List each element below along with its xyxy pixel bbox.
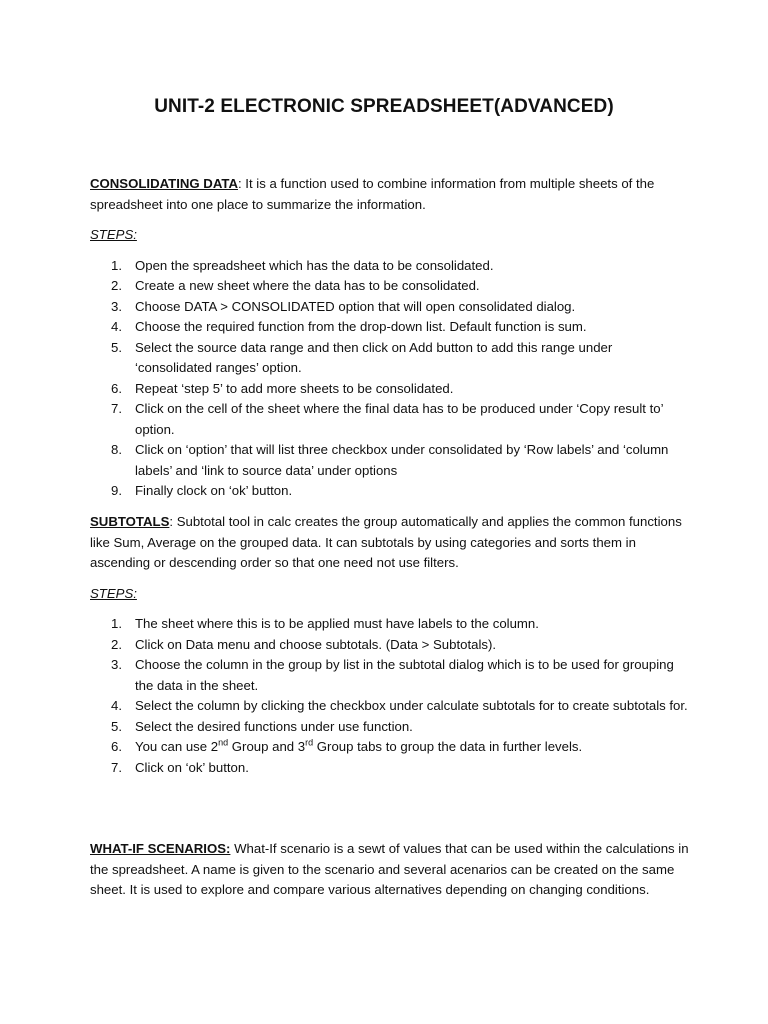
- list-text: Click on ‘ok’ button.: [135, 759, 249, 775]
- list-number: 7.: [111, 759, 122, 775]
- list-item: [90, 276, 690, 297]
- list-number: 2.: [111, 636, 122, 652]
- subtotals-paragraph: [90, 512, 690, 574]
- list-number: 6.: [111, 380, 122, 396]
- list-number: 3.: [111, 657, 122, 672]
- consolidating-steps-list: [90, 256, 690, 502]
- list-number: 4.: [111, 319, 122, 334]
- consolidating-paragraph: [90, 174, 690, 215]
- list-text: Choose the column in the group by list in the subtotal dialog which is to be used for grouping the data in the sheet.: [135, 657, 674, 693]
- list-text: The sheet where this is to be applied must have labels to the column.: [135, 616, 539, 631]
- list-item: [90, 635, 690, 656]
- list-text: Select the desired functions under use function.: [135, 718, 413, 734]
- consolidating-steps-label: STEPS:: [90, 227, 137, 242]
- consolidating-heading: CONSOLIDATING DATA: [90, 176, 238, 191]
- list-item: [90, 737, 690, 758]
- subtotals-steps-label: STEPS:: [90, 585, 137, 601]
- whatif-heading: WHAT-IF SCENARIOS:: [90, 841, 231, 856]
- list-number: 4.: [111, 698, 122, 713]
- list-text-b: Group and 3: [228, 739, 306, 754]
- list-text: Click on the cell of the sheet where the final data has to be produced under ‘Copy result to’ option.: [135, 401, 664, 437]
- list-text: Open the spreadsheet which has the data to be consolidated.: [135, 257, 494, 273]
- list-number: 7.: [111, 401, 122, 416]
- list-item: [90, 614, 690, 635]
- list-number: 6.: [111, 739, 122, 754]
- list-item: [90, 317, 690, 338]
- subtotals-text: : Subtotal tool in calc creates the group automatically and applies the common functions like Sum, Average on the grouped data. It can subtotals by using categories and sorts them in ascending or descending order so that one need not use filters.: [90, 514, 682, 570]
- list-number: 1.: [111, 616, 122, 631]
- list-number: 8.: [111, 442, 122, 457]
- list-number: 9.: [111, 483, 122, 498]
- list-item: [90, 696, 690, 717]
- list-item: [90, 440, 690, 481]
- list-text: Select the source data range and then click on Add button to add this range under ‘consolidated ranges’ option.: [135, 339, 613, 375]
- superscript-nd: nd: [218, 737, 229, 748]
- consolidating-section: [90, 174, 690, 502]
- list-item: [90, 256, 690, 277]
- list-item: [90, 758, 690, 779]
- list-item: [90, 338, 690, 379]
- list-text: Repeat ‘step 5’ to add more sheets to be consolidated.: [135, 380, 454, 396]
- list-text-a: You can use 2: [135, 739, 219, 754]
- subtotals-heading: SUBTOTALS: [90, 514, 170, 529]
- consolidating-text: : It is a function used to combine information from multiple sheets of the spreadsheet into one place to summarize the information.: [90, 176, 655, 212]
- list-number: 5.: [111, 339, 122, 355]
- list-item: [90, 379, 690, 400]
- subtotals-steps-list: [90, 614, 690, 778]
- list-text: Select the column by clicking the checkbox under calculate subtotals for to create subtotals for.: [135, 698, 688, 713]
- list-number: 2.: [111, 278, 122, 293]
- page-title: UNIT-2 ELECTRONIC SPREADSHEET(ADVANCED): [154, 96, 614, 117]
- list-text: Click on Data menu and choose subtotals. (Data > Subtotals).: [135, 636, 497, 652]
- list-item: [90, 481, 690, 502]
- whatif-text: What-If scenario is a sewt of values that can be used within the calculations in the spreadsheet. A name is given to the scenario and several acenarios can be created on the same sheet. It is used to explore and compare various alternatives depending on changing conditions.: [90, 841, 689, 897]
- subtotals-section: [90, 512, 690, 778]
- list-number: 1.: [111, 257, 122, 273]
- whatif-paragraph: [90, 839, 690, 901]
- list-number: 3.: [111, 298, 122, 314]
- list-text: Click on ‘option’ that will list three checkbox under consolidated by ‘Row labels’ and ‘column labels’ and ‘link to source data’ under options: [135, 442, 669, 478]
- list-item: [90, 399, 690, 440]
- list-text-c: Group tabs to group the data in further levels.: [313, 739, 583, 754]
- list-text: Create a new sheet where the data has to be consolidated.: [135, 278, 480, 293]
- superscript-rd: rd: [305, 737, 314, 748]
- list-item: [90, 717, 690, 738]
- whatif-section: [90, 839, 690, 901]
- list-item: [90, 297, 690, 318]
- list-item: [90, 655, 690, 696]
- list-number: 5.: [111, 718, 122, 734]
- list-text: Finally clock on ‘ok’ button.: [135, 483, 293, 498]
- list-text: Choose the required function from the drop-down list. Default function is sum.: [135, 319, 587, 334]
- list-text: Choose DATA > CONSOLIDATED option that will open consolidated dialog.: [135, 298, 576, 314]
